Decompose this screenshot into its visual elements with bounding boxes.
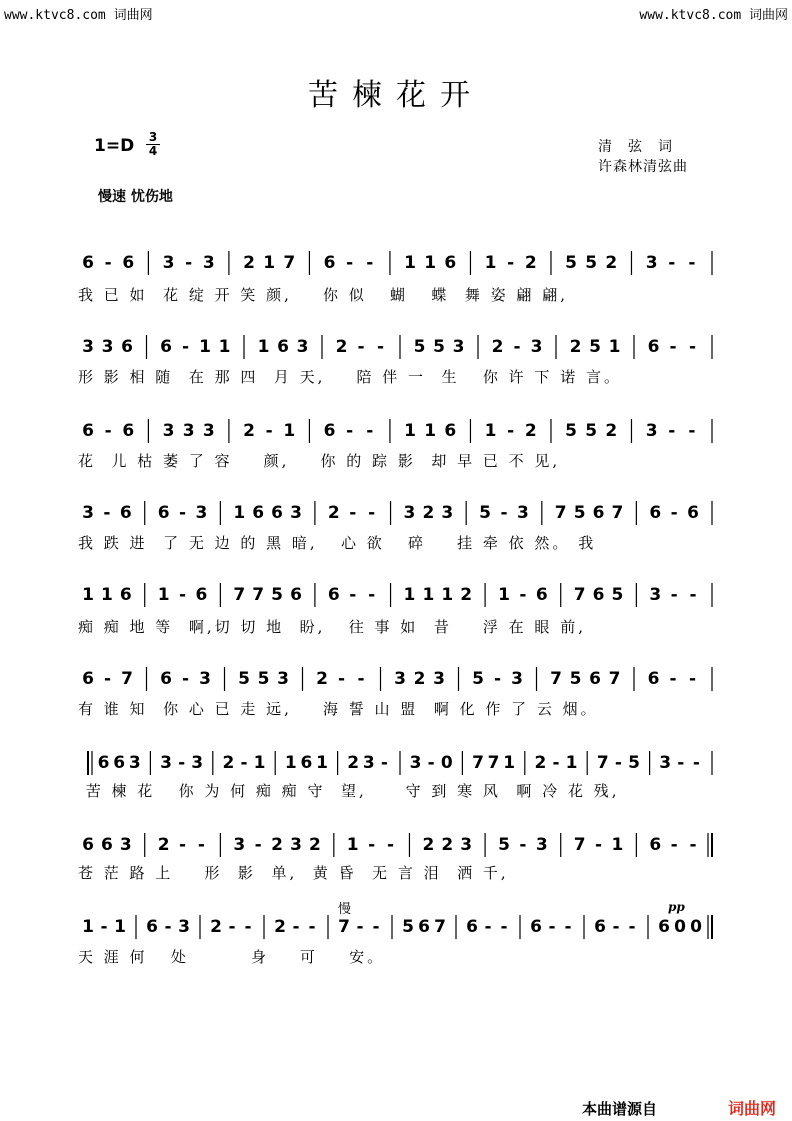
note: 3 xyxy=(290,503,302,523)
note: 6 xyxy=(82,669,94,689)
note-dash: - xyxy=(368,835,376,855)
note-dash: - xyxy=(181,669,190,689)
note: 6 xyxy=(418,917,430,937)
note: 1 xyxy=(484,253,497,273)
note: 1 xyxy=(404,253,416,273)
slow-marking: 慢 xyxy=(338,902,352,917)
note-dash: - xyxy=(178,753,186,773)
note: 0 xyxy=(690,917,702,937)
note-dash: - xyxy=(507,421,515,441)
note-dash: - xyxy=(552,753,560,773)
note: 2 xyxy=(347,753,360,773)
note-dash: - xyxy=(507,253,515,273)
note: 1 xyxy=(424,421,437,441)
note: 2 xyxy=(316,669,328,689)
note-dash: - xyxy=(628,917,636,937)
note: 7 xyxy=(611,503,624,523)
note-dash: - xyxy=(670,585,678,605)
time-signature-top: 3 xyxy=(148,130,158,144)
note: 7 xyxy=(487,753,500,773)
note: 3 xyxy=(535,835,548,855)
note: 3 xyxy=(128,753,141,773)
lyric-line: 苍 茫 路 上 形 影 单, 黄 昏 无 言 泪 洒 千, xyxy=(78,864,509,882)
note-dash: - xyxy=(689,835,697,855)
note: 1 xyxy=(233,503,246,523)
note: 6 xyxy=(252,503,265,523)
note: 3 xyxy=(452,337,465,357)
note: 7 xyxy=(283,253,296,273)
note-dash: - xyxy=(519,585,527,605)
note: 3 xyxy=(645,253,658,273)
note: 5 xyxy=(498,835,510,855)
lyric-line: 我 已 如 花 绽 开 笑 颜, 你 似 蝴 蝶 舞 姿 翩 翩, xyxy=(78,286,568,304)
note-dash: - xyxy=(677,753,685,773)
lyric-line: 天 涯 何 处 身 可 安。 xyxy=(78,948,386,966)
note: 3 xyxy=(649,585,662,605)
note-dash: - xyxy=(564,917,572,937)
note: 1 xyxy=(503,753,516,773)
note: 7 xyxy=(573,835,586,855)
note: 5 xyxy=(585,253,598,273)
lyric-line: 形 影 相 随 在 那 四 月 天, 陪 伴 一 生 你 许 下 诺 言。 xyxy=(78,368,622,386)
note: 6 xyxy=(649,835,662,855)
note: 6 xyxy=(195,585,208,605)
note: 3 xyxy=(191,753,204,773)
note: 6 xyxy=(97,753,110,773)
note: 1 xyxy=(82,585,94,605)
note: 3 xyxy=(362,753,375,773)
note: 2 xyxy=(460,585,473,605)
footer-source: 本曲谱源自 xyxy=(582,1100,658,1118)
tempo-marking: 慢速 忧伤地 xyxy=(98,189,173,205)
note: 3 xyxy=(202,253,215,273)
note: 3 xyxy=(409,753,422,773)
note: 3 xyxy=(530,337,543,357)
note: 6 xyxy=(82,835,94,855)
note: 7 xyxy=(252,585,265,605)
note-dash: - xyxy=(244,917,252,937)
lyric-line: 痴 痴 地 等 啊,切 切 地 盼, 往 事 如 昔 浮 在 眼 前, xyxy=(78,618,586,636)
note-dash: - xyxy=(179,835,187,855)
note: 3 xyxy=(101,337,114,357)
note-dash: - xyxy=(337,669,346,689)
note-dash: - xyxy=(668,253,676,273)
note: 6 xyxy=(647,669,660,689)
note: 2 xyxy=(605,421,618,441)
note: 3 xyxy=(659,753,672,773)
note: 6 xyxy=(146,917,158,937)
note: 6 xyxy=(113,753,126,773)
note-dash: - xyxy=(692,753,700,773)
note-dash: - xyxy=(670,503,678,523)
note: 1 xyxy=(404,421,416,441)
note: 0 xyxy=(440,753,453,773)
note-dash: - xyxy=(368,503,376,523)
note: 6 xyxy=(687,503,700,523)
note-dash: - xyxy=(380,753,388,773)
lyric-line: 苦 楝 花 你 为 何 痴 痴 守 望, 守 到 寒 风 啊 冷 花 残, xyxy=(78,782,620,800)
note: 6 xyxy=(290,585,302,605)
note-dash: - xyxy=(356,917,364,937)
note: 2 xyxy=(524,253,537,273)
note: 2 xyxy=(222,753,235,773)
note: 1 xyxy=(82,917,94,937)
note: 2 xyxy=(157,835,170,855)
note: 3 xyxy=(195,503,208,523)
note: 5 xyxy=(565,421,578,441)
note-dash: - xyxy=(346,253,354,273)
note: 6 xyxy=(649,503,662,523)
note: 3 xyxy=(277,669,289,689)
note: 1 xyxy=(253,753,266,773)
note: 5 xyxy=(569,669,582,689)
song-title: 苦楝花开 xyxy=(308,78,484,113)
note: 1 xyxy=(565,753,578,773)
note: 1 xyxy=(608,337,621,357)
note: 2 xyxy=(271,835,284,855)
note-dash: - xyxy=(197,835,205,855)
note-dash: - xyxy=(595,835,603,855)
watermark-left: www.ktvc8.com 词曲网 xyxy=(4,8,153,23)
note: 6 xyxy=(444,421,457,441)
note-dash: - xyxy=(164,917,172,937)
note: 1 xyxy=(422,585,435,605)
note: 1 xyxy=(157,585,170,605)
note-dash: - xyxy=(669,669,677,689)
note: 1 xyxy=(199,337,211,357)
note: 1 xyxy=(100,585,113,605)
footer-logo: 词曲网 xyxy=(728,1099,777,1118)
note: 3 xyxy=(160,753,172,773)
note-dash: - xyxy=(228,917,236,937)
note-dash: - xyxy=(387,835,395,855)
note: 2 xyxy=(422,503,435,523)
note: 3 xyxy=(645,421,658,441)
note: 3 xyxy=(516,503,529,523)
composer-credit: 许森林清弦曲 xyxy=(598,159,688,175)
note: 6 xyxy=(82,253,94,273)
note-dash: - xyxy=(357,669,365,689)
note-dash: - xyxy=(240,753,248,773)
watermark-right: www.ktvc8.com 词曲网 xyxy=(639,8,788,23)
note: 6 xyxy=(119,585,132,605)
note: 6 xyxy=(594,917,606,937)
note-dash: - xyxy=(357,337,365,357)
note: 3 xyxy=(199,669,211,689)
note: 6 xyxy=(157,503,170,523)
note-dash: - xyxy=(614,753,622,773)
note-dash: - xyxy=(376,337,385,357)
note: 1 xyxy=(424,253,437,273)
note: 1 xyxy=(403,585,416,605)
note: 6 xyxy=(122,253,135,273)
note: 6 xyxy=(589,669,601,689)
note: 5 xyxy=(573,503,586,523)
note-dash: - xyxy=(349,503,357,523)
note: 1 xyxy=(611,835,624,855)
time-signature-bottom: 4 xyxy=(146,144,160,158)
key-signature: 1=D xyxy=(94,136,135,156)
note-dash: - xyxy=(500,503,508,523)
note: 3 xyxy=(394,669,406,689)
note: 6 xyxy=(444,253,457,273)
note-dash: - xyxy=(548,917,556,937)
note: 7 xyxy=(434,917,446,937)
note: 5 xyxy=(585,421,598,441)
note: 6 xyxy=(327,585,340,605)
note: 6 xyxy=(530,917,542,937)
note-dash: - xyxy=(669,337,677,357)
note: 7 xyxy=(573,585,586,605)
lyricist-credit: 清弦词 xyxy=(598,139,688,155)
note: 3 xyxy=(433,669,445,689)
note: 6 xyxy=(100,835,113,855)
note: 2 xyxy=(413,669,426,689)
note: 1 xyxy=(316,753,328,773)
note: 7 xyxy=(550,669,562,689)
note: 5 xyxy=(238,669,250,689)
note: 5 xyxy=(479,503,492,523)
note: 6 xyxy=(121,337,133,357)
note: 3 xyxy=(182,421,195,441)
note: 3 xyxy=(403,503,416,523)
note: 7 xyxy=(472,753,484,773)
note-dash: - xyxy=(104,421,112,441)
note: 6 xyxy=(82,421,94,441)
note: 3 xyxy=(296,337,309,357)
note: 6 xyxy=(122,421,135,441)
note: 5 xyxy=(472,669,484,689)
note: 3 xyxy=(511,669,523,689)
note: 6 xyxy=(323,253,336,273)
note: 5 xyxy=(589,337,601,357)
note: 2 xyxy=(534,753,547,773)
note: 6 xyxy=(466,917,478,937)
note: 3 xyxy=(202,421,215,441)
note: 7 xyxy=(338,917,350,937)
note-dash: - xyxy=(368,585,376,605)
note: 5 xyxy=(271,585,284,605)
note-dash: - xyxy=(265,421,273,441)
lyric-line: 有 谁 知 你 心 已 走 远, 海 誓 山 盟 啊 化 作 了 云 烟。 xyxy=(78,700,599,718)
note: 7 xyxy=(608,669,621,689)
note: 7 xyxy=(554,503,567,523)
lyric-line: 花 儿 枯 萎 了 容 颜, 你 的 踪 影 却 早 已 不 见, xyxy=(78,452,561,470)
note: 2 xyxy=(243,421,255,441)
note: 7 xyxy=(233,585,246,605)
note-dash: - xyxy=(688,669,697,689)
note-dash: - xyxy=(181,337,190,357)
note-dash: - xyxy=(689,585,697,605)
note-dash: - xyxy=(688,337,697,357)
note: 6 xyxy=(592,503,605,523)
note: 3 xyxy=(162,253,175,273)
note-dash: - xyxy=(103,503,111,523)
note: 1 xyxy=(283,421,296,441)
note-dash: - xyxy=(346,421,354,441)
note-dash: - xyxy=(612,917,620,937)
note: 7 xyxy=(121,669,133,689)
note-dash: - xyxy=(500,917,508,937)
note: 5 xyxy=(628,753,640,773)
note-dash: - xyxy=(254,835,262,855)
note: 3 xyxy=(162,421,175,441)
note-dash: - xyxy=(688,421,696,441)
note: 3 xyxy=(441,503,454,523)
note-dash: - xyxy=(427,753,435,773)
note: 3 xyxy=(460,835,473,855)
note: 2 xyxy=(422,835,435,855)
note-dash: - xyxy=(493,669,502,689)
dynamic-marking: pp xyxy=(668,900,685,914)
note: 6 xyxy=(119,503,132,523)
note: 5 xyxy=(402,917,414,937)
note: 5 xyxy=(257,669,270,689)
note: 5 xyxy=(565,253,578,273)
note: 2 xyxy=(335,337,348,357)
note: 1 xyxy=(114,917,126,937)
note: 6 xyxy=(535,585,548,605)
note-dash: - xyxy=(185,253,193,273)
note: 1 xyxy=(257,337,270,357)
note: 6 xyxy=(277,337,289,357)
note: 3 xyxy=(119,835,132,855)
note: 3 xyxy=(82,503,94,523)
note-dash: - xyxy=(103,669,112,689)
note-dash: - xyxy=(372,917,380,937)
note-dash: - xyxy=(484,917,492,937)
note-dash: - xyxy=(104,253,112,273)
note: 3 xyxy=(233,835,246,855)
note: 3 xyxy=(178,917,190,937)
note: 6 xyxy=(271,503,284,523)
note: 6 xyxy=(160,669,172,689)
note-dash: - xyxy=(292,917,300,937)
note: 2 xyxy=(274,917,286,937)
note: 2 xyxy=(491,337,504,357)
note-dash: - xyxy=(670,835,678,855)
note: 2 xyxy=(327,503,340,523)
note-dash: - xyxy=(366,253,374,273)
note-dash: - xyxy=(349,585,357,605)
note: 2 xyxy=(210,917,222,937)
note-dash: - xyxy=(668,421,676,441)
note: 2 xyxy=(243,253,255,273)
note-dash: - xyxy=(519,835,527,855)
note: 6 xyxy=(592,585,605,605)
note-dash: - xyxy=(179,503,187,523)
note-dash: - xyxy=(179,585,187,605)
note: 7 xyxy=(596,753,609,773)
note: 5 xyxy=(413,337,426,357)
note-dash: - xyxy=(688,253,696,273)
note: 1 xyxy=(441,585,454,605)
note: 0 xyxy=(674,917,686,937)
note: 2 xyxy=(605,253,618,273)
note: 3 xyxy=(290,835,302,855)
note: 2 xyxy=(569,337,582,357)
note: 1 xyxy=(346,835,359,855)
lyric-line: 我 跌 进 了 无 边 的 黑 暗, 心 欲 碎 挂 牵 依 然。 我 xyxy=(78,534,597,552)
note-dash: - xyxy=(308,917,316,937)
note: 5 xyxy=(433,337,445,357)
note: 1 xyxy=(218,337,231,357)
note: 5 xyxy=(611,585,624,605)
note: 1 xyxy=(498,585,510,605)
note: 6 xyxy=(160,337,172,357)
note: 6 xyxy=(647,337,660,357)
note: 6 xyxy=(300,753,313,773)
note: 3 xyxy=(82,337,94,357)
note: 2 xyxy=(441,835,454,855)
note-dash: - xyxy=(366,421,374,441)
note: 1 xyxy=(484,421,497,441)
note-dash: - xyxy=(513,337,521,357)
note: 6 xyxy=(658,917,670,937)
note: 6 xyxy=(323,421,336,441)
note: 1 xyxy=(284,753,297,773)
note: 1 xyxy=(263,253,276,273)
note: 2 xyxy=(524,421,537,441)
note-dash: - xyxy=(100,917,108,937)
note: 2 xyxy=(308,835,321,855)
